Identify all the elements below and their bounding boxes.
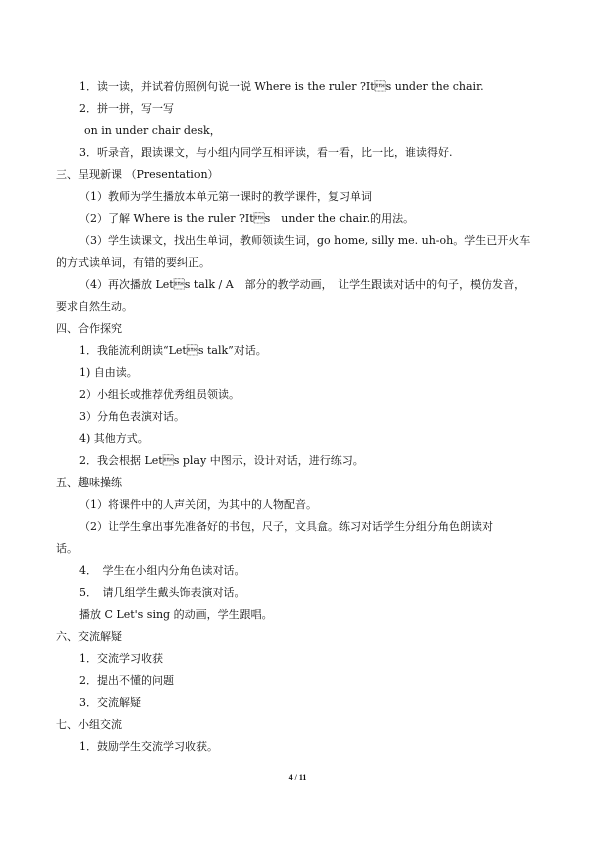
text-line: 的方式读单词，有错的要纠正。 (56, 256, 210, 269)
section-heading: 六、交流解疑 (56, 630, 122, 643)
text-line: 1．交流学习收获 (79, 652, 163, 665)
text-line: （1）教师为学生播放本单元第一课时的教学课件，复习单词 (79, 190, 372, 203)
section-heading: 四、合作探究 (56, 322, 122, 335)
text-line: 1．鼓励学生交流学习收获。 (79, 740, 218, 753)
text-line: 4． 学生在小组内分角色读对话。 (79, 564, 246, 577)
text-line: on in under chair desk， (84, 124, 221, 137)
text-line: （1）将课件中的人声关闭，为其中的人物配音。 (79, 498, 317, 511)
text-line: （2）了解 Where is the ruler ?Its under the chair.的用法。 (79, 212, 415, 225)
text-line: 播放 C Let's sing 的动画，学生跟唱。 (79, 608, 273, 621)
text-line: 2．我会根据 Lets play 中图示，设计对话，进行练习。 (79, 454, 364, 467)
section-heading: 五、趣味操练 (56, 476, 122, 489)
text-line: （3）学生读课文，找出生单词，教师领读生词，go home, silly me. uh-oh。学生已开火车 (79, 234, 531, 247)
text-line: （2）让学生拿出事先准备好的书包，尺子，文具盒。练习对话学生分组分角色朗读对 (79, 520, 493, 533)
text-line: （4）再次播放 Lets talk / A 部分的教学动画， 让学生跟读对话中的句子，模仿发音， (79, 278, 526, 291)
section-heading: 三、呈现新课 （Presentation） (56, 168, 219, 181)
text-line: 1．我能流利朗读“Lets talk”对话。 (79, 344, 267, 357)
text-line: 2）小组长或推荐优秀组员领读。 (79, 388, 240, 401)
text-line: 3．听录音，跟读课文，与小组内同学互相评读，看一看，比一比，谁读得好. (79, 146, 453, 159)
text-line: 3）分角色表演对话。 (79, 410, 185, 423)
text-line: 1) 自由读。 (79, 366, 138, 379)
text-line: 3．交流解疑 (79, 696, 141, 709)
text-line: 2．拼一拼，写一写 (79, 102, 174, 115)
section-heading: 七、小组交流 (56, 718, 122, 731)
text-line: 4) 其他方式。 (79, 432, 149, 445)
text-line: 1．读一读，并试着仿照例句说一说 Where is the ruler ?Its under the chair. (79, 80, 484, 93)
text-line: 要求自然生动。 (56, 300, 133, 313)
text-line: 话。 (56, 542, 78, 555)
page-number: 4 / 11 (288, 773, 307, 782)
text-line: 2．提出不懂的问题 (79, 674, 174, 687)
text-line: 5． 请几组学生戴头饰表演对话。 (79, 586, 246, 599)
